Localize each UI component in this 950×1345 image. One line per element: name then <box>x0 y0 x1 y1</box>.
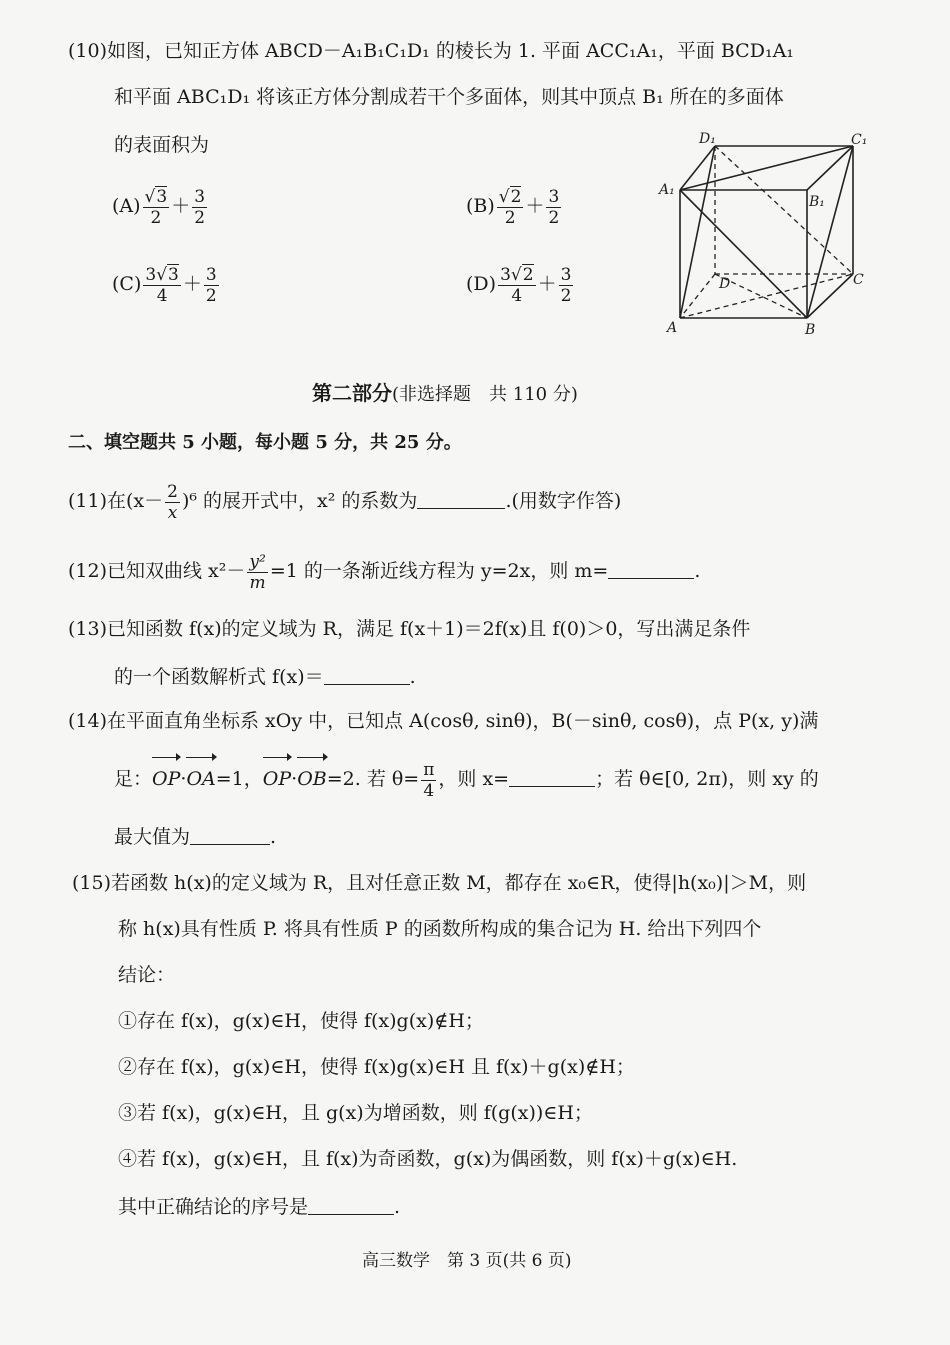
label-d1: D₁ <box>699 131 716 147</box>
q10-line2: 和平面 ABC₁D₁ 将该正方体分割成若干个多面体，则其中顶点 B₁ 所在的多面体 <box>114 86 784 108</box>
q10-number: (10) <box>68 40 108 62</box>
q15-answer-blank[interactable] <box>308 1194 394 1215</box>
q10-text-1: 如图，已知正方体 ABCD－A₁B₁C₁D₁ 的棱长为 1. 平面 ACC₁A₁，平面 BCD₁A₁ <box>107 40 794 62</box>
q15-line-end: 其中正确结论的序号是 . <box>118 1196 401 1218</box>
q10-option-b[interactable]: (B) $\frac{√2}{2}$ ＋ $\frac{3}{2}$ <box>466 186 560 228</box>
part2-heading: 第二部分(非选择题 共 110 分) <box>312 381 578 405</box>
q15-conclusion-3: ③若 f(x)，g(x)∈H，且 g(x)为增函数，则 f(g(x))∈H； <box>118 1102 593 1124</box>
q14-line1: (14)在平面直角坐标系 xOy 中，已知点 A(cosθ, sinθ)，B(－sinθ, cosθ)，点 P(x, y)满 <box>68 710 819 732</box>
q14-line3: 最大值为 . <box>114 826 277 848</box>
q10-option-a[interactable]: (A) $\frac{√3}{2}$ ＋ $\frac{3}{2}$ <box>112 186 206 228</box>
label-c1: C₁ <box>851 132 868 148</box>
q15-line2: 称 h(x)具有性质 P. 将具有性质 P 的函数所构成的集合记为 H. 给出下列四个 <box>118 918 762 940</box>
q13-line2: 的一个函数解析式 f(x)＝ . <box>114 666 416 688</box>
q14-answer-blank-2[interactable] <box>190 824 270 845</box>
q15-conclusion-2: ②存在 f(x)，g(x)∈H，使得 f(x)g(x)∈H 且 f(x)＋g(x)∉H； <box>118 1056 635 1078</box>
q13-answer-blank[interactable] <box>324 664 410 685</box>
q10-option-d[interactable]: (D) $\frac{3√2}{4}$ ＋ $\frac{3}{2}$ <box>466 264 572 306</box>
label-a: A <box>667 320 678 336</box>
q15-line3: 结论： <box>118 964 176 986</box>
page-footer: 高三数学 第 3 页(共 6 页) <box>362 1251 572 1271</box>
q11-answer-blank[interactable] <box>417 488 505 509</box>
q15-conclusion-4: ④若 f(x)，g(x)∈H，且 f(x)为奇函数，g(x)为偶函数，则 f(x)＋g(x)∈H. <box>118 1148 738 1170</box>
cube-figure <box>655 128 885 343</box>
section2-title: 二、填空题共 5 小题，每小题 5 分，共 25 分。 <box>68 432 462 453</box>
q10-option-c[interactable]: (C) $\frac{3√3}{4}$ ＋ $\frac{3}{2}$ <box>112 264 217 306</box>
q10-line3: 的表面积为 <box>114 134 210 156</box>
q15-conclusion-1: ①存在 f(x)，g(x)∈H，使得 f(x)g(x)∉H； <box>118 1010 484 1032</box>
q15-line1: (15)若函数 h(x)的定义域为 R，且对任意正数 M，都存在 x₀∈R，使得|h(x₀)|＞M，则 <box>72 872 807 894</box>
q12-answer-blank[interactable] <box>608 558 694 579</box>
q11: (11)在(x－ $\frac{2}{x}$ )⁶ 的展开式中，x² 的系数为 .(用数字作答) <box>68 481 622 523</box>
q14-line2: 足：OP·OA=1，OP·OB=2. 若 θ= $\frac{\pi}{4}$ ，则 x= ；若 θ∈[0, 2π)，则 xy 的 <box>114 756 819 802</box>
label-b: B <box>805 322 816 338</box>
label-b1: B₁ <box>809 194 825 210</box>
q14-answer-blank-1[interactable] <box>509 766 595 787</box>
q13-line1: (13)已知函数 f(x)的定义域为 R，满足 f(x＋1)＝2f(x)且 f(0)＞0，写出满足条件 <box>68 618 751 640</box>
label-c: C <box>853 272 864 288</box>
q12: (12)已知双曲线 x²－ $\frac{\text{y²}}{m}$ =1 的一条渐近线方程为 y=2x，则 m= . <box>68 551 701 593</box>
label-a1: A₁ <box>659 182 675 198</box>
label-d: D <box>719 276 731 292</box>
q10-line1 <box>68 38 794 64</box>
